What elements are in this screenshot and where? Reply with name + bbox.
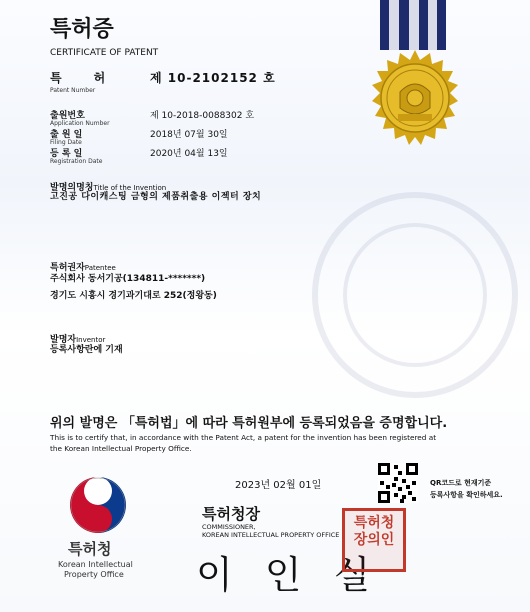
invention-label-en: Title of the Invention <box>93 184 167 192</box>
qr-note-line2: 등록사항을 확인하세요. <box>430 491 503 499</box>
registration-date-label: 등 록 일 <box>50 149 83 159</box>
invention-label: 발명의명칭 <box>50 183 94 193</box>
application-number-label: 출원번호 <box>50 111 85 121</box>
filing-date-label-en: Filing Date <box>50 139 82 146</box>
issue-date: 2023년 02월 01일 <box>235 480 322 491</box>
office-name-en-line2: Property Office <box>64 570 124 579</box>
stamp-text: 특허청장의인 <box>353 515 395 548</box>
kipo-logo-icon <box>68 475 128 535</box>
inventor-label-en: Inventor <box>76 336 106 344</box>
commissioner-title-en-line2: KOREAN INTELLECTUAL PROPERTY OFFICE <box>202 531 340 539</box>
statement-korean: 위의 발명은 「특허법」에 따라 특허원부에 등록되었음을 증명합니다. <box>50 416 448 431</box>
gold-seal-icon <box>360 48 470 158</box>
background-watermark-icon <box>300 180 530 410</box>
patentee-address: 경기도 시흥시 경기과기대로 252(정왕동) <box>50 291 217 301</box>
filing-date-value: 2018년 07월 30일 <box>150 130 228 140</box>
inventor-label: 발명자 <box>50 335 77 345</box>
statement-english-line2: the Korean Intellectual Property Office. <box>50 444 192 453</box>
application-number-label-en: Application Number <box>50 120 110 127</box>
patentee-label: 특허권자 <box>50 263 85 273</box>
office-name-en-line1: Korean Intellectual <box>58 560 133 569</box>
office-name-kr: 특허청 <box>68 540 112 558</box>
commissioner-title-kr: 특허청장 <box>202 505 260 523</box>
statement-english-line1: This is to certify that, in accordance with the Patent Act, a patent for the invention has been registered at <box>50 433 437 442</box>
patentee-name: 주식회사 동서기공(134811-*******) <box>50 274 206 284</box>
official-red-stamp <box>342 508 406 572</box>
filing-date-label: 출 원 일 <box>50 130 83 140</box>
ribbon-stripes <box>380 0 446 50</box>
registration-date-value: 2020년 04월 13일 <box>150 149 228 159</box>
qr-note-line1: QR코드로 현재기준 <box>430 479 492 487</box>
inventor-value: 등록사항란에 기재 <box>50 345 123 355</box>
patent-number: 제 10-2102152 호 <box>150 71 276 85</box>
patent-label: 특 허 <box>50 71 107 85</box>
application-number-value: 제 10-2018-0088302 호 <box>150 111 255 121</box>
registration-date-label-en: Registration Date <box>50 158 103 165</box>
commissioner-signature: 이 인 실 <box>196 553 381 597</box>
qr-code <box>378 463 418 503</box>
certificate-subtitle: CERTIFICATE OF PATENT <box>50 48 159 58</box>
invention-title: 고진공 다이캐스팅 금형의 제품취출용 이젝터 장치 <box>50 192 262 202</box>
certificate-title: 특허증 <box>50 17 114 42</box>
patent-label-en: Patent Number <box>50 87 96 94</box>
patentee-label-en: Patentee <box>84 264 116 272</box>
commissioner-title-en-line1: COMMISSIONER, <box>202 523 256 531</box>
